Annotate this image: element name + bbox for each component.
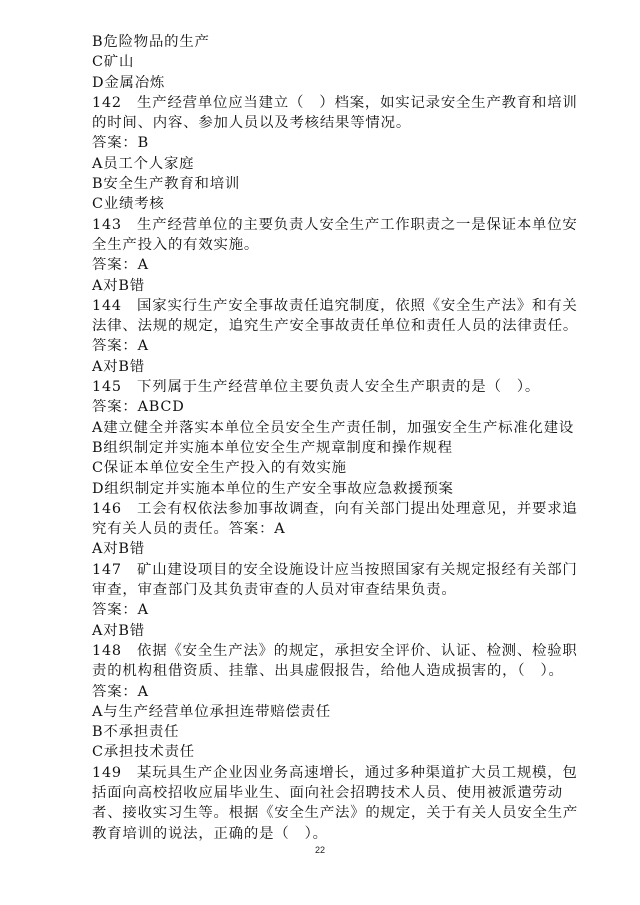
option-line: D金属冶炼 [92, 74, 166, 91]
option-line: A建立健全并落实本单位全员安全生产责任制，加强安全生产标准化建设 [92, 419, 575, 436]
answer-line: 答案：A [92, 683, 149, 700]
question-149: 149 某玩具生产企业因业务高速增长，通过多种渠道扩大员工规模，包括面向高校招收应届毕业生、面向社会招聘技术人员、使用被派遣劳动者、接收实习生等。根据《安全生产法》的规定，关于有关人员安全生产教育培训的说法，正确的是（ ）。 [92, 764, 579, 842]
question-144: 144 国家实行生产安全事故责任追究制度，依照《安全生产法》和有关法律、法规的规定，追究生产安全事故责任单位和责任人员的法律责任。 [92, 297, 579, 335]
answer-line: 答案：B [92, 135, 149, 152]
question-148: 148 依据《安全生产法》的规定，承担安全评价、认证、检测、检验职责的机构租借资质、挂靠、出具虚假报告，给他人造成损害的，（ ）。 [92, 642, 578, 680]
question-143: 143 生产经营单位的主要负责人安全生产工作职责之一是保证本单位安全生产投入的有效实施。 [92, 216, 578, 253]
option-line: A对B错 [92, 622, 145, 639]
option-line: A对B错 [92, 541, 145, 558]
option-line: B组织制定并实施本单位安全生产规章制度和操作规程 [92, 439, 453, 456]
option-line: C承担技术责任 [92, 744, 195, 761]
option-line: B危险物品的生产 [92, 34, 210, 50]
question-147: 147 矿山建设项目的安全设施设计应当按照国家有关规定报经有关部门审查，审查部门及其负责审查的人员对审查结果负责。 [92, 561, 578, 599]
answer-line: 答案：A [92, 602, 149, 619]
option-line: C保证本单位安全生产投入的有效实施 [92, 460, 347, 477]
option-line: B不承担责任 [92, 724, 180, 741]
question-145: 145 下列属于生产经营单位主要负责人安全生产职责的是（ ）。 [92, 379, 541, 396]
question-146: 146 工会有权依法参加事故调查，向有关部门提出处理意见，并要求追究有关人员的责任。答案：A [92, 500, 578, 538]
answer-line: 答案：ABCD [92, 399, 185, 416]
option-line: A与生产经营单位承担连带赔偿责任 [92, 703, 332, 720]
page-number: 22 [314, 845, 325, 855]
option-line: A对B错 [92, 277, 145, 294]
answer-line: 答案：A [92, 338, 149, 355]
option-line: A员工个人家庭 [92, 155, 195, 172]
question-142: 142 生产经营单位应当建立（ ）档案，如实记录安全生产教育和培训的时间、内容、参加人员以及考核结果等情况。 [92, 94, 578, 132]
option-line: C矿山 [92, 54, 135, 71]
option-line: D组织制定并实施本单位的生产安全事故应急救援预案 [92, 480, 454, 497]
page-content [92, 32, 580, 844]
option-line: B安全生产教育和培训 [92, 176, 241, 193]
option-line: C业绩考核 [92, 196, 165, 213]
answer-line: 答案：A [92, 257, 149, 274]
option-line: A对B错 [92, 358, 145, 375]
